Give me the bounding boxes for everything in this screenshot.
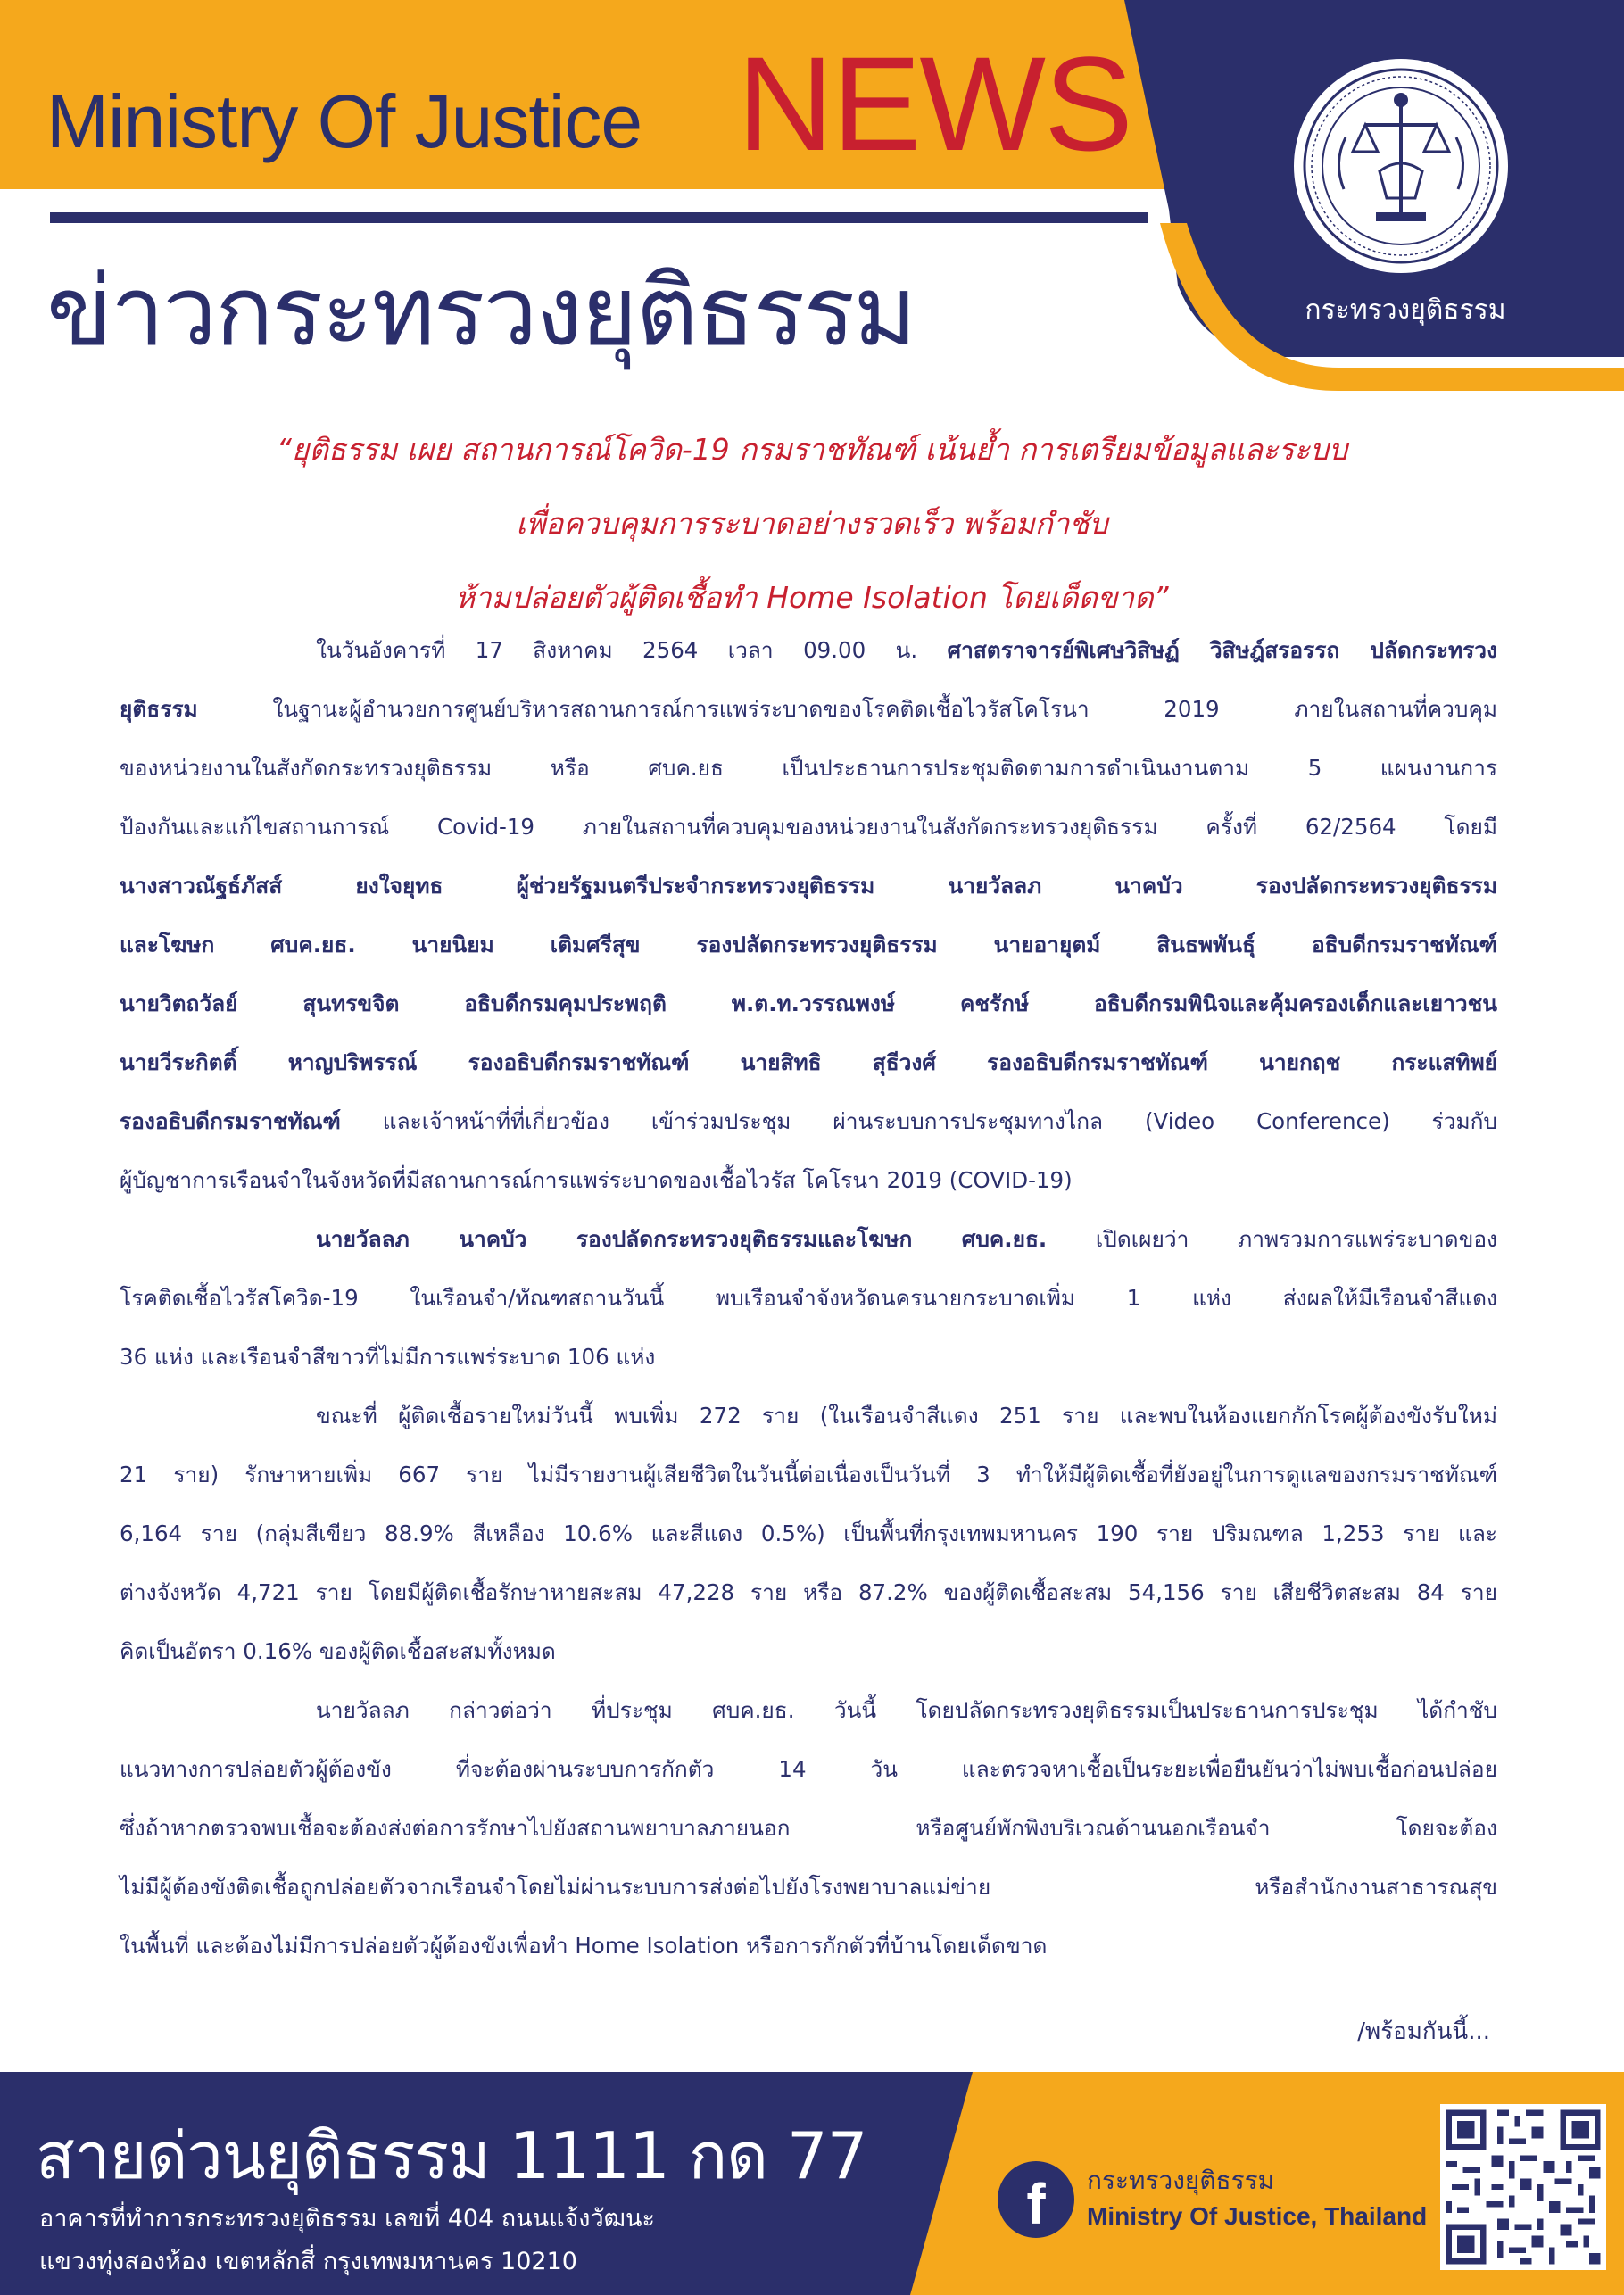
footer-banner — [0, 2072, 1624, 2295]
paragraph-1-line: นางสาวณัฐธ์ภัสส์ ยงใจยุทธ ผู้ช่วยรัฐมนตรีประจำกระทรวงยุติธรรม นายวัลลภ นาคบัว รองปลัดกระทรวงยุติธรรม — [120, 873, 1497, 899]
paragraph-1-line: นายวิตถวัลย์ สุนทรขจิต อธิบดีกรมคุมประพฤติ พ.ต.ท.วรรณพงษ์ คชรักษ์ อธิบดีกรมพินิจและคุ้มครองเด็กและเยาวชน — [120, 990, 1497, 1016]
text-span: และเจ้าหน้าที่ที่เกี่ยวข้อง เข้าร่วมประชุม ผ่านระบบการประชุมทางไกล (Video Conference) ร่วมกับ — [340, 1108, 1497, 1134]
bold-span: ยุติธรรม — [120, 696, 198, 722]
bold-span: ศาสตราจารย์พิเศษวิสิษฏ์ วิสิษฎ์สรอรรถ ปลัดกระทรวง — [947, 637, 1497, 663]
headline-line-1: “ยุติธรรม เผย สถานการณ์โควิด-19 กรมราชทัณฑ์ เน้นย้ำ การเตรียมข้อมูลและระบบ — [276, 432, 1348, 467]
paragraph-3-line: ต่างจังหวัด 4,721 ราย โดยมีผู้ติดเชื้อรักษาหายสะสม 47,228 ราย หรือ 87.2% ของผู้ติดเชื้อสะสม 54,156 ราย เสียชีวิตสะสม 84 ราย — [120, 1579, 1497, 1605]
paragraph-3-line: 21 ราย) รักษาหายเพิ่ม 667 ราย ไม่มีรายงานผู้เสียชีวิตในวันนี้ต่อเนื่องเป็นวันที่ 3 ทำให้มีผู้ติดเชื้อที่ยังอยู่ในการดูแลของกรมราชทัณฑ์ — [120, 1462, 1497, 1487]
address-line-2: แขวงทุ่งสองห้อง เขตหลักสี่ กรุงเทพมหานคร 10210 — [39, 2248, 577, 2275]
paragraph-2-line: โรคติดเชื้อไวรัสโควิด-19 ในเรือนจำ/ทัณฑสถานวันนี้ พบเรือนจำจังหวัดนครนายกระบาดเพิ่ม 1 แห่ง ส่งผลให้มีเรือนจำสีแดง — [120, 1285, 1497, 1311]
brand-title-th: ข่าวกระทรวงยุติธรรม — [46, 256, 916, 368]
paragraph-2-line: 36 แห่ง และเรือนจำสีขาวที่ไม่มีการแพร่ระบาด 106 แห่ง — [120, 1344, 656, 1370]
header-banner — [0, 0, 1624, 393]
paragraph-1-line: ผู้บัญชาการเรือนจำในจังหวัดที่มีสถานการณ์การแพร่ระบาดของเชื้อไวรัส โคโรนา 2019 (COVID-19) — [120, 1167, 1073, 1193]
headline-line-3: ห้ามปล่อยตัวผู้ติดเชื้อทำ Home Isolation โดยเด็ดขาด” — [455, 580, 1169, 615]
paragraph-1-line: และโฆษก ศบค.ยธ. นายนิยม เติมศรีสุข รองปลัดกระทรวงยุติธรรม นายอายุตม์ สินธพพันธุ์ อธิบดีกรมราชทัณฑ์ — [120, 932, 1497, 957]
paragraph-1-line: ของหน่วยงานในสังกัดกระทรวงยุติธรรม หรือ ศบค.ยธ เป็นประธานการประชุมติดตามการดำเนินงานตาม 5 แผนงานการ — [120, 755, 1497, 781]
paragraph-4-line: ไม่มีผู้ต้องขังติดเชื้อถูกปล่อยตัวจากเรือนจำโดยไม่ผ่านระบบการส่งต่อไปยังโรงพยาบาลแม่ข่าย หรือสำนักงานสาธารณสุข — [120, 1874, 1497, 1900]
headline-line-2: เพื่อควบคุมการระบาดอย่างรวดเร็ว พร้อมกำชับ — [516, 506, 1108, 541]
paragraph-3-line: คิดเป็นอัตรา 0.16% ของผู้ติดเชื้อสะสมทั้งหมด — [120, 1638, 556, 1664]
brand-news: NEWS — [737, 29, 1131, 178]
facebook-page-name-th[interactable]: กระทรวงยุติธรรม — [1087, 2166, 1275, 2195]
paragraph-1-line — [120, 621, 1497, 680]
paragraph-4-line: ในพื้นที่ และต้องไม่มีการปล่อยตัวผู้ต้องขังเพื่อทำ Home Isolation หรือการกักตัวที่บ้านโดยเด็ดขาด — [120, 1933, 1048, 1959]
address-line-1: อาคารที่ทำการกระทรวงยุติธรรม เลขที่ 404 ถนนแจ้งวัฒนะ — [39, 2205, 655, 2233]
bold-span: รองอธิบดีกรมราชทัณฑ์ — [120, 1108, 341, 1134]
paragraph-3-line: 6,164 ราย (กลุ่มสีเขียว 88.9% สีเหลือง 10.6% และสีแดง 0.5%) เป็นพื้นที่กรุงเทพมหานคร 190 ราย ปริมณฑล 1,253 ราย และ — [120, 1520, 1497, 1546]
paragraph-1-line: นายวีระกิตติ์ หาญปริพรรณ์ รองอธิบดีกรมราชทัณฑ์ นายสิทธิ สุธีวงศ์ รองอธิบดีกรมราชทัณฑ์ นายกฤช กระแสทิพย์ — [120, 1049, 1497, 1075]
paragraph-4-line: แนวทางการปล่อยตัวผู้ต้องขัง ที่จะต้องผ่านระบบการกักตัว 14 วัน และตรวจหาเชื้อเป็นระยะเพื่อยืนยันว่าไม่พบเชื้อก่อนปล่อย — [120, 1756, 1497, 1782]
paragraph-1-line — [120, 1092, 1497, 1151]
hotline-text: สายด่วนยุติธรรม 1111 กด 77 — [36, 2118, 867, 2193]
facebook-icon[interactable]: f — [998, 2161, 1074, 2238]
article-body — [120, 621, 1497, 1976]
text-span: ในวันอังคารที่ 17 สิงหาคม 2564 เวลา 09.00 น. — [316, 637, 948, 663]
headline — [125, 412, 1499, 634]
ministry-seal-icon — [1290, 55, 1512, 277]
paragraph-4-line: นายวัลลภ กล่าวต่อว่า ที่ประชุม ศบค.ยธ. วันนี้ โดยปลัดกระทรวงยุติธรรมเป็นประธานการประชุม ได้กำชับ — [316, 1697, 1497, 1723]
text-span: เปิดเผยว่า ภาพรวมการแพร่ระบาดของ — [1047, 1226, 1497, 1252]
bold-span: นายวัลลภ นาคบัว รองปลัดกระทรวงยุติธรรมและโฆษก ศบค.ยธ. — [316, 1226, 1048, 1252]
paragraph-1-line — [120, 680, 1497, 739]
qr-code-icon[interactable] — [1440, 2104, 1606, 2270]
facebook-page-name-en[interactable]: Ministry Of Justice, Thailand — [1087, 2202, 1428, 2230]
paragraph-2-line — [120, 1210, 1497, 1269]
seal-label: กระทรวงยุติธรรม — [1305, 294, 1506, 326]
brand-title-en: Ministry Of Justice — [46, 79, 642, 163]
continued-marker: /พร้อมกันนี้... — [1357, 2018, 1490, 2045]
text-span: ในฐานะผู้อำนวยการศูนย์บริหารสถานการณ์การแพร่ระบาดของโรคติดเชื้อไวรัสโคโรนา 2019 ภายในสถานที่ควบคุม — [197, 696, 1497, 722]
paragraph-4-line: ซึ่งถ้าหากตรวจพบเชื้อจะต้องส่งต่อการรักษาไปยังสถานพยาบาลภายนอก หรือศูนย์พักพิงบริเวณด้านนอกเรือนจำ โดยจะต้อง — [120, 1815, 1497, 1841]
paragraph-1-line: ป้องกันและแก้ไขสถานการณ์ Covid-19 ภายในสถานที่ควบคุมของหน่วยงานในสังกัดกระทรวงยุติธรรม ครั้งที่ 62/2564 โดยมี — [120, 814, 1497, 840]
paragraph-3-line: ขณะที่ ผู้ติดเชื้อรายใหม่วันนี้ พบเพิ่ม 272 ราย (ในเรือนจำสีแดง 251 ราย และพบในห้องแยกกักโรคผู้ต้องขังรับใหม่ — [316, 1403, 1497, 1429]
